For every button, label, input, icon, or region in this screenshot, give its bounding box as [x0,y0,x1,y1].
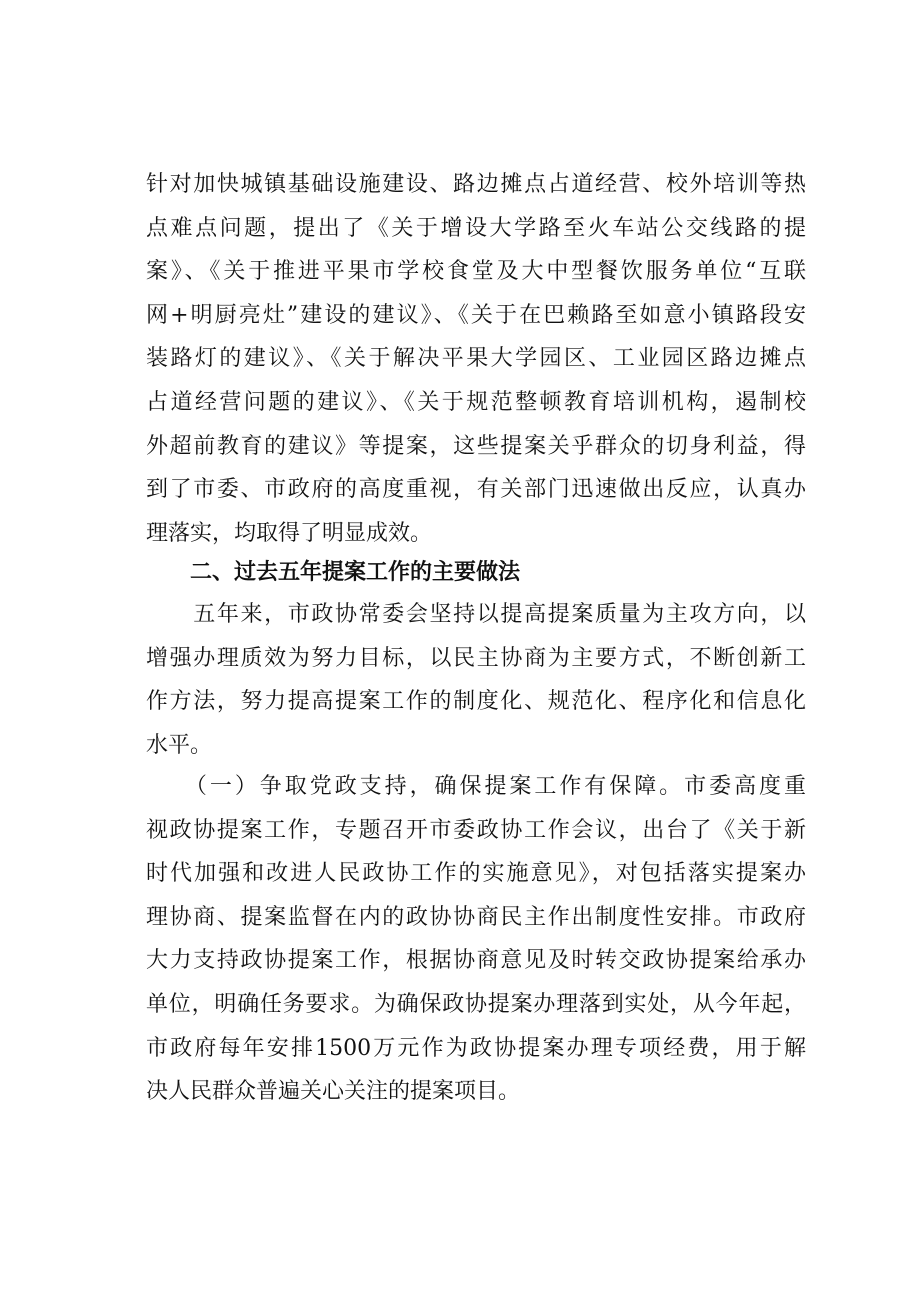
text-line: 理协商、提案监督在内的政协协商民主作出制度性安排。市政府 [146,904,806,930]
text-line: 装路灯的建议》、《关于解决平果大学园区、工业园区路边摊点 [146,346,806,372]
paragraph-party-support [146,765,806,1114]
text-line: 针对加快城镇基础设施建设、路边摊点占道经营、校外培训等热 [146,172,806,197]
text-line: 增强办理质效为努力目标，以民主协商为主要方式，不断创新工 [146,645,806,671]
text-line: 水平。 [146,732,213,758]
text-line: 外超前教育的建议》等提案，这些提案关乎群众的切身利益，得 [146,433,806,459]
text-line: （一）争取党政支持，确保提案工作有保障。市委高度重 [146,774,806,799]
text-line: 作方法，努力提高提案工作的制度化、规范化、程序化和信息化 [146,689,806,715]
text-line: 市政府每年安排1500万元作为政协提案办理专项经费，用于解 [146,1035,806,1061]
section-heading: 二、过去五年提案工作的主要做法 [190,560,521,585]
text-line: 到了市委、市政府的高度重视，有关部门迅速做出反应，认真办 [146,477,806,503]
text-line: 理落实，均取得了明显成效。 [146,520,433,546]
text-line: 决人民群众普遍关心关注的提案项目。 [146,1079,521,1105]
text-line: 五年来，市政协常委会坚持以提高提案质量为主攻方向，以 [146,602,806,627]
text-line: 视政协提案工作，专题召开市委政协工作会议，出台了《关于新 [146,817,806,843]
text-line: 时代加强和改进人民政协工作的实施意见》，对包括落实提案办 [146,861,806,887]
text-line: 案》、《关于推进平果市学校食堂及大中型餐饮服务单位“互联 [146,259,806,285]
paragraph-five-years [146,593,806,767]
text-line: 大力支持政协提案工作，根据协商意见及时转交政协提案给承办 [146,948,806,974]
paragraph-proposals-summary [146,163,806,555]
text-line: 点难点问题，提出了《关于增设大学路至火车站公交线路的提 [146,215,806,241]
text-line: 网+明厨亮灶”建设的建议》、《关于在巴赖路至如意小镇路段安 [146,302,806,328]
text-line: 单位，明确任务要求。为确保政协提案办理落到实处，从今年起， [146,991,806,1017]
text-line: 占道经营问题的建议》、《关于规范整顿教育培训机构，遏制校 [146,389,806,415]
